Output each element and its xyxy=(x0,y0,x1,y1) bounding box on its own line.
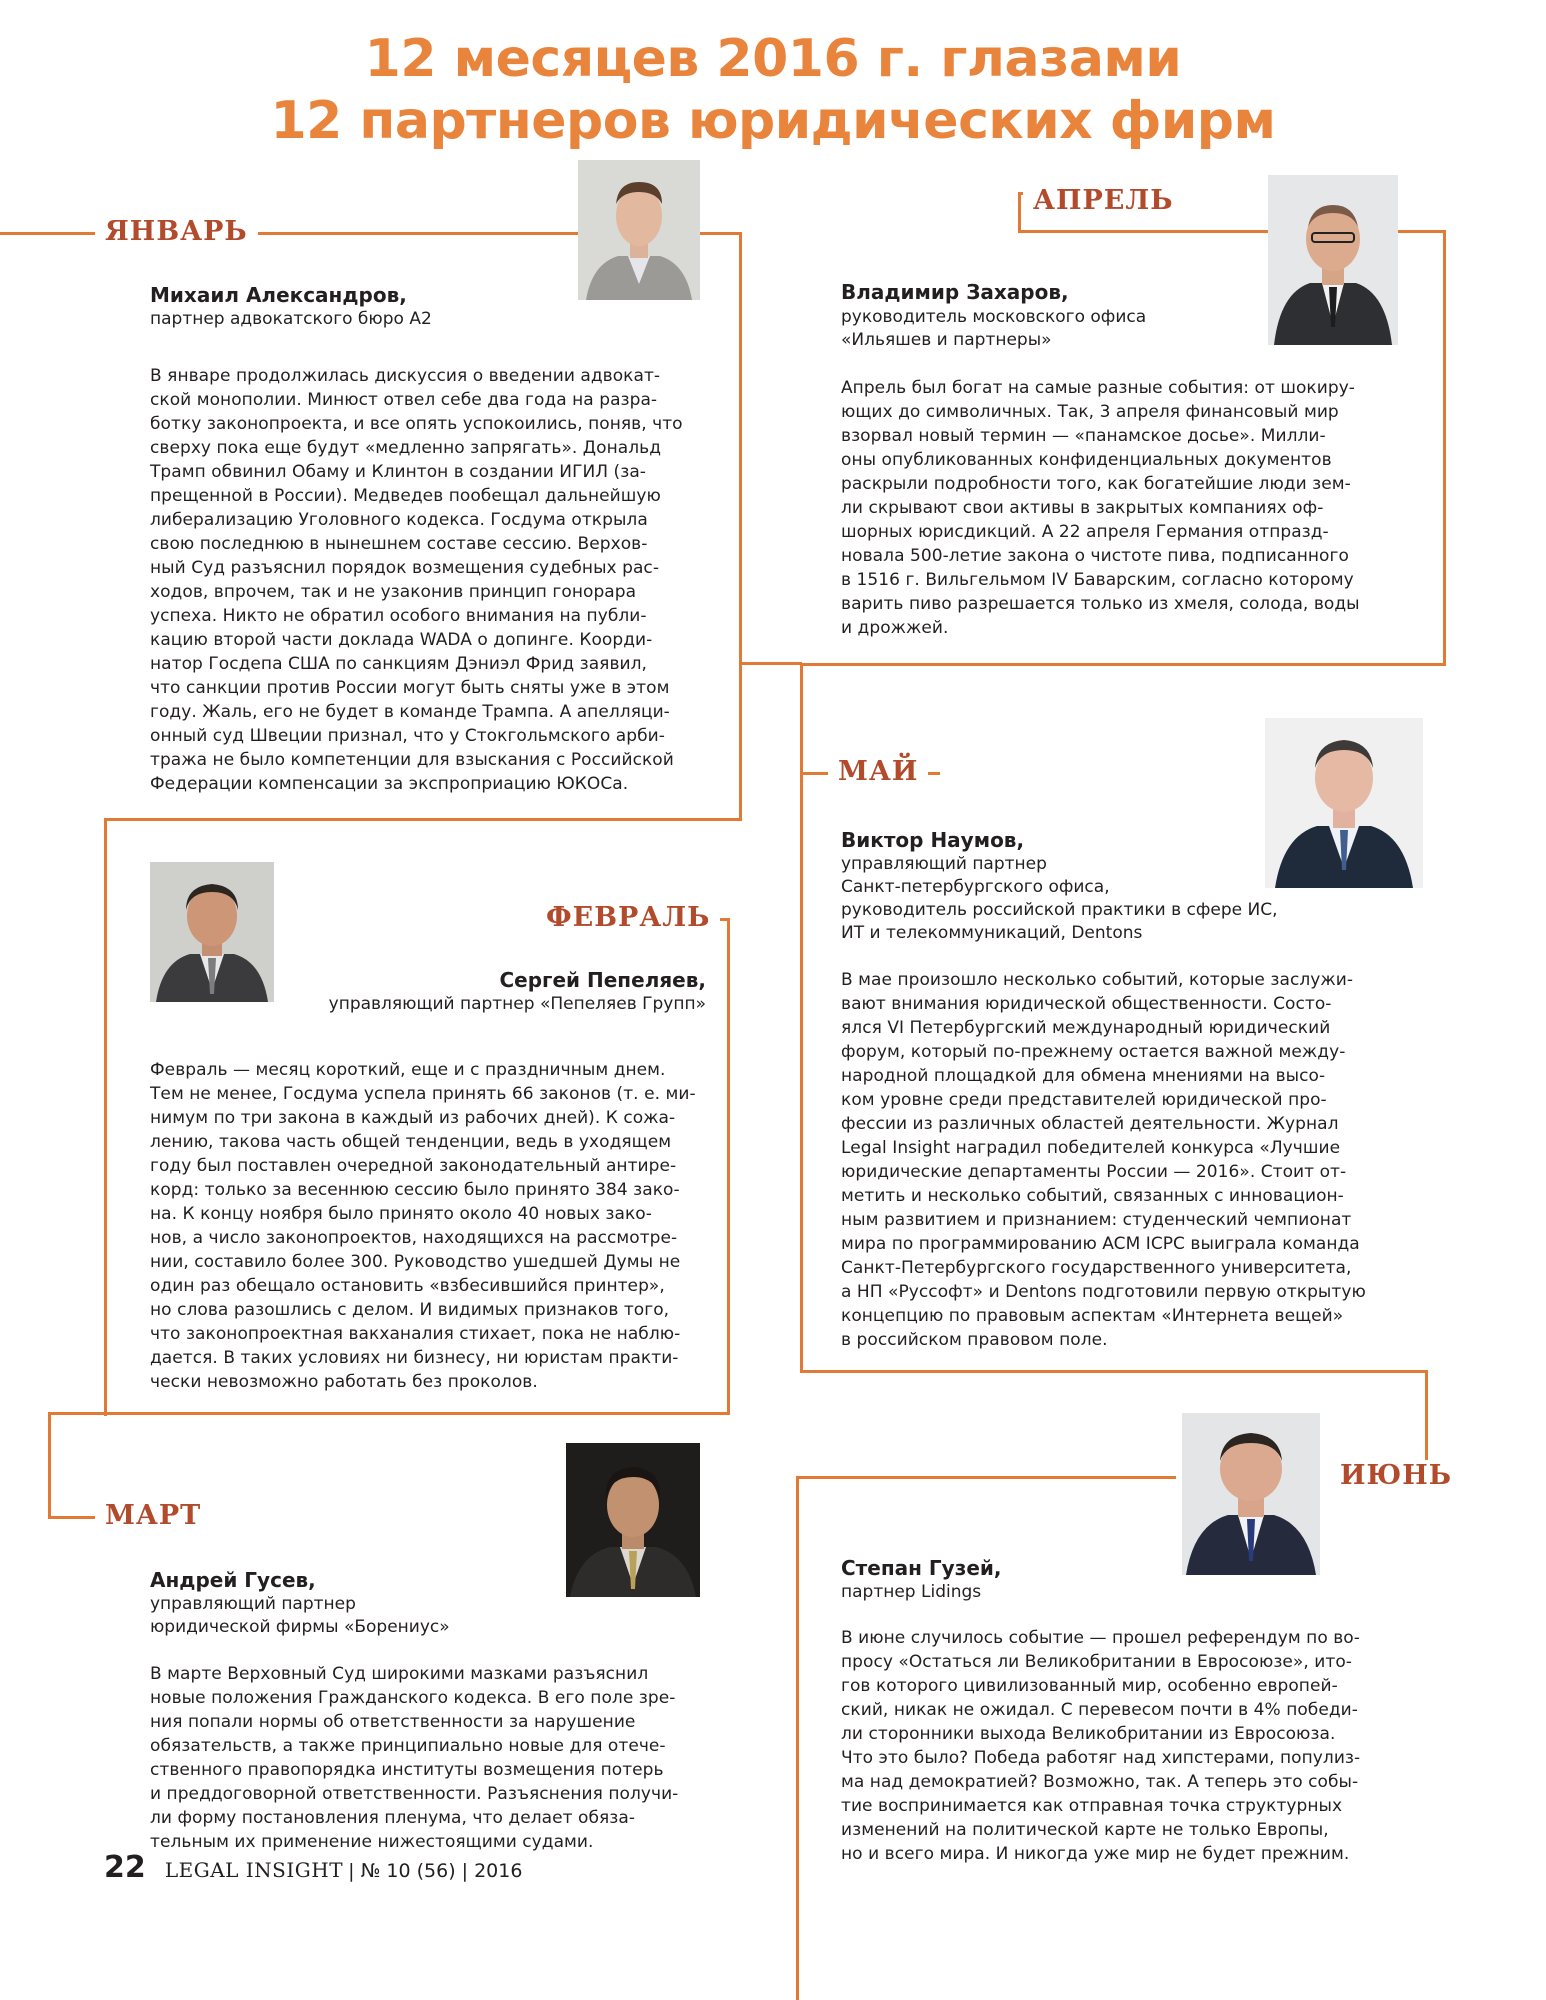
portrait-photo-icon xyxy=(566,1443,700,1597)
month-label-may: МАЙ xyxy=(828,756,928,788)
month-text-march: В марте Верховный Суд широкими мазками разъяснил новые положения Гражданского кодекса. В его поле зре- ния попали нормы об ответственности за нарушение обязательств, а также принципиально новые для отече- ственного правопорядка институты возмещения потерь и преддоговорной ответственности. Разъяснения получи- ли форму постановления пленума, что делает обяза- тельным их применение нижестоящими судами. xyxy=(150,1664,679,1852)
partner-role-april-1: руководитель московского офиса xyxy=(841,307,1147,327)
partner-role-april-2: «Ильяшев и партнеры» xyxy=(841,330,1052,350)
month-text-january: В январе продолжилась дискуссия о введении адвокат- ской монополии. Минюст отвел себе два года на разра- ботку законопроекта, и все опять успокоились, поняв, что сверху пока еще будут «медленно запрягать». Дональд Трамп обвинил Обаму и Клинтон в создании ИГИЛ (за- прещенной в России). Медведев пообещал дальнейшую либерализацию Уголовного кодекса. Госдума открыла свою последнюю в нынешнем составе сессию. Верхов- ный Суд разъяснил порядок возмещения судебных рас- ходов, впрочем, так и не узаконив принцип гонорара успеха. Никто не обратил особого внимания на публи- кацию второй части доклада WADA о допинге. Коорди- натор Госдепа США по санкциям Дэниэл Фрид заявил, что санкции против России могут быть сняты уже в этом году. Жаль, его не будет в команде Трампа. А апелляци- онный суд Швеции признал, что у Стокгольмского арби- тража не было компетенции для взыскания с Российской Федерации компенсации за экспроприацию ЮКОСа. xyxy=(150,366,683,794)
partner-role-march-1: управляющий партнер xyxy=(150,1594,356,1614)
portrait-photo xyxy=(1265,718,1423,888)
page-title-line-1: 12 месяцев 2016 г. глазами xyxy=(364,29,1182,89)
partner-role-may-3: руководитель российской практики в сфере ИС, xyxy=(841,900,1278,920)
connector-line xyxy=(104,818,742,821)
connector-line xyxy=(796,1476,799,2000)
connector-line xyxy=(48,1412,106,1415)
partner-name-february: Сергей Пепеляев, xyxy=(499,968,706,992)
partner-name-april: Владимир Захаров, xyxy=(841,280,1069,304)
connector-line xyxy=(727,918,730,1414)
month-label-january: ЯНВАРЬ xyxy=(95,216,258,248)
page-footer xyxy=(104,1850,522,1885)
page-number: 22 xyxy=(104,1850,146,1885)
connector-line xyxy=(800,663,803,773)
portrait-photo xyxy=(578,160,700,300)
portrait-photo-icon xyxy=(578,160,700,300)
partner-name-june: Степан Гузей, xyxy=(841,1556,1002,1580)
month-text-february: Февраль — месяц короткий, еще и с праздничным днем. Тем не менее, Госдума успела принять 66 законов (т. е. ми- нимум по три закона в каждый из рабочих дней). К сожа- лению, такова часть общей тенденции, ведь в уходящем году был поставлен очередной законодательный антире- корд: только за весеннюю сессию было принято 384 зако- на. К концу ноября было принято около 40 новых зако- нов, а число законопроектов, находящихся на рассмотре- нии, составило более 300. Руководство ушедшей Думы не один раз обещало остановить «взбесившийся принтер», но слова разошлись с делом. И видимых признаков того, что законопроектная вакханалия стихает, пока не наблю- дается. В таких условиях ни бизнесу, ни юристам практи- чески невозможно работать без проколов. xyxy=(150,1060,696,1392)
connector-line xyxy=(800,772,803,1372)
connector-line xyxy=(1425,1370,1428,1470)
month-label-february: ФЕВРАЛЬ xyxy=(536,902,720,934)
connector-line xyxy=(1443,230,1446,666)
month-text-may: В мае произошло несколько событий, которые заслужи- вают внимания юридической общественности. Состо- ялся VI Петербургский международный юридический форум, который по-прежнему остается важной между- народной площадкой для обмена мнениями на высо- ком уровне среди представителей юридической про- фессии из различных областей деятельности. Журнал Legal Insight наградил победителей конкурса «Лучшие юридические департаменты России — 2016». Стоит от- метить и несколько событий, связанных с инновацион- ным развитием и признанием: студенческий чемпионат мира по программированию ACM ICPC выиграла команда Санкт-Петербургского государственного университета, а НП «Руссофт» и Dentons подготовили первую открытую концепцию по правовым аспектам «Интернета вещей» в российском правовом поле. xyxy=(841,970,1366,1350)
partner-role-january: партнер адвокатского бюро А2 xyxy=(150,309,432,329)
month-label-april: АПРЕЛЬ xyxy=(1023,185,1184,217)
month-text-april: Апрель был богат на самые разные события: от шокиру- ющих до символичных. Так, 3 апреля финансовый мир взорвал новый термин — «панамское досье». Милли- оны опубликованных конфиденциальных документов раскрыли подробности того, как богатейшие люди зем- ли скрывают свои активы в закрытых компаниях оф- шорных юрисдикций. А 22 апреля Германия отпразд- новала 500-летие закона о чистоте пива, подписанного в 1516 г. Вильгельмом IV Баварским, согласно которому варить пиво разрешается только из хмеля, солода, воды и дрожжей. xyxy=(841,378,1360,638)
partner-role-may-2: Санкт-петербургского офиса, xyxy=(841,877,1110,897)
connector-line xyxy=(1018,192,1021,232)
connector-line xyxy=(104,1412,730,1415)
partner-name-may: Виктор Наумов, xyxy=(841,828,1025,852)
month-label-march: МАРТ xyxy=(95,1500,211,1532)
portrait-photo xyxy=(150,862,274,1002)
portrait-photo xyxy=(566,1443,700,1597)
partner-role-march-2: юридической фирмы «Борениус» xyxy=(150,1617,450,1637)
month-text-june: В июне случилось событие — прошел референдум по во- просу «Остаться ли Великобритании в Евросоюзе», ито- гов которого цивилизованный мир, особенно европей- ский, никак не ожидал. С перевесом почти в 4% победи- ли сторонники выхода Великобритании из Евросоюза. Что это было? Победа работяг над хипстерами, популиз- ма над демократией? Возможно, так. А теперь это собы- тие воспринимается как отправная точка структурных изменений на политической карте не только Европы, но и всего мира. И никогда уже мир не будет прежним. xyxy=(841,1628,1361,1864)
connector-line xyxy=(104,818,107,1416)
partner-name-march: Андрей Гусев, xyxy=(150,1568,316,1592)
page-title-line-2: 12 партнеров юридических фирм xyxy=(270,91,1276,151)
connector-line xyxy=(800,663,1446,666)
partner-role-may-4: ИТ и телекоммуникаций, Dentons xyxy=(841,923,1143,943)
connector-line xyxy=(800,1370,1428,1373)
partner-role-february: управляющий партнер «Пепеляев Групп» xyxy=(328,994,706,1014)
portrait-photo-icon xyxy=(150,862,274,1002)
connector-line xyxy=(742,662,802,665)
connector-line xyxy=(48,1412,51,1518)
month-label-june: ИЮНЬ xyxy=(1330,1460,1462,1492)
issue-info: | № 10 (56) | 2016 xyxy=(348,1860,523,1882)
portrait-photo-icon xyxy=(1182,1413,1320,1575)
portrait-photo-icon xyxy=(1268,175,1398,345)
connector-line xyxy=(739,232,742,820)
portrait-photo xyxy=(1182,1413,1320,1575)
partner-role-may-1: управляющий партнер xyxy=(841,854,1047,874)
portrait-photo xyxy=(1268,175,1398,345)
partner-name-january: Михаил Александров, xyxy=(150,283,407,307)
connector-line xyxy=(796,1476,1176,1479)
magazine-name: LEGAL INSIGHT xyxy=(164,1858,344,1882)
partner-role-june: партнер Lidings xyxy=(841,1582,982,1602)
portrait-photo-icon xyxy=(1265,718,1423,888)
